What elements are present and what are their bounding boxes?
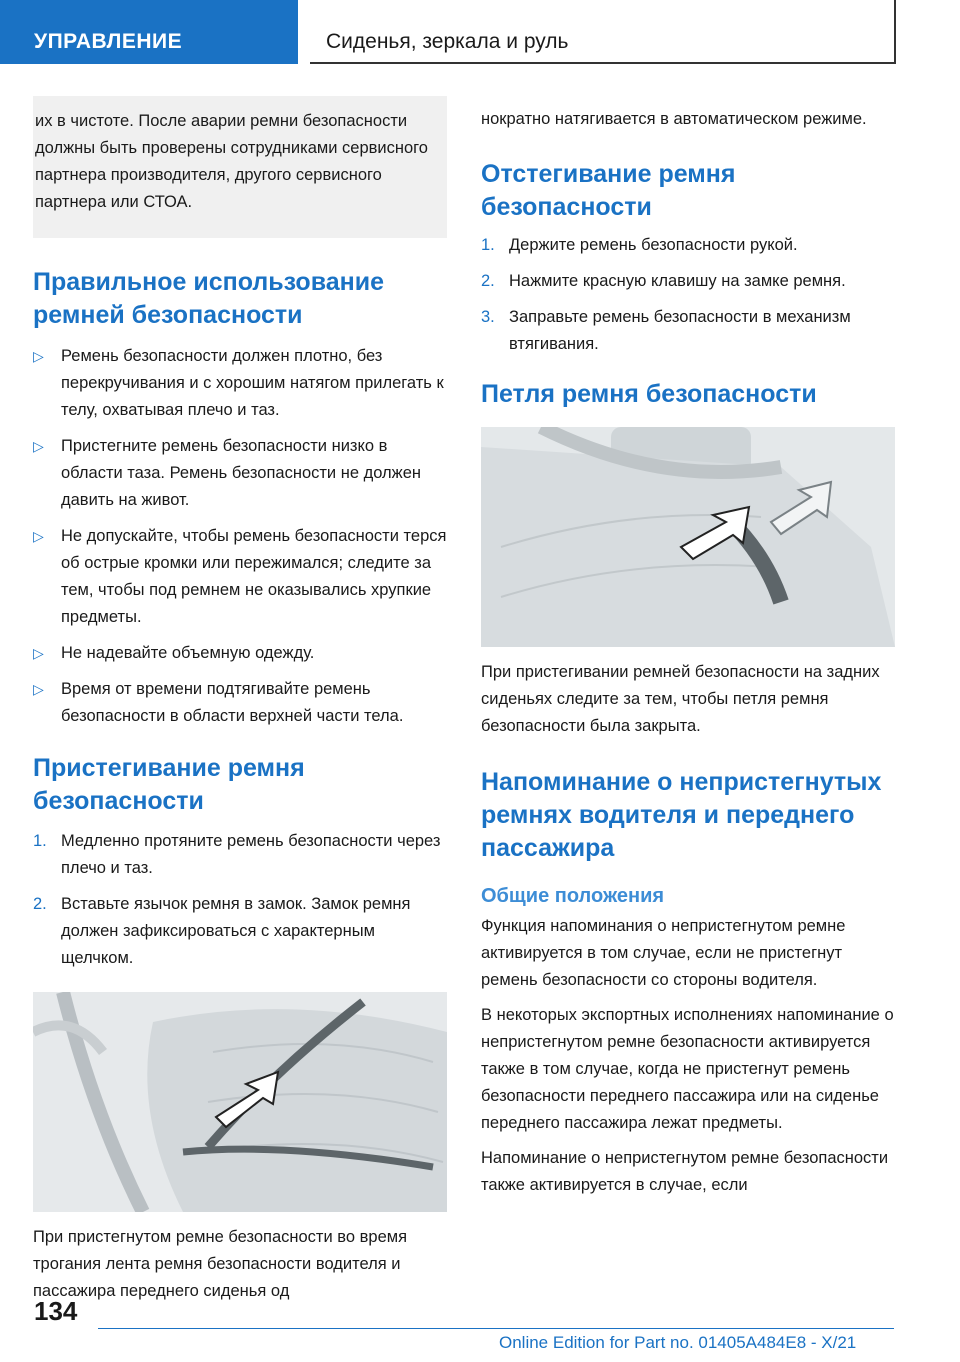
unfasten-steps <box>481 232 895 358</box>
after-figure-text: При пристегнутом ремне безопасности во время трогания лента ремня безопасности водителя и пассажира переднего сиденья од <box>33 1228 408 1300</box>
list-item: 3. Заправьте ремень безопасности в механизм втягивания. <box>481 304 895 358</box>
general-paragraph-1: Функция напоминания о непристегнутом ремне активируется в том случае, если не пристегнут ремень безопасности со стороны водителя. <box>481 917 846 989</box>
figure-belt-loop <box>481 427 895 647</box>
triangle-bullet-icon: ▷ <box>33 681 44 697</box>
edition-text: Online Edition for Part no. 01405A484E8 - X/21 <box>499 1333 857 1352</box>
heading-unfasten: Отстегивание ремня безопасности <box>481 160 736 221</box>
step-number: 1. <box>481 236 495 254</box>
list-item: ▷ Не надевайте объемную одежду. <box>33 640 447 667</box>
heading-fasten: Пристегивание ремня безопасности <box>33 754 305 815</box>
list-item: 2. Нажмите красную клавишу на замке ремня. <box>481 268 895 295</box>
belt-loop-caption: При пристегивании ремней безопасности на задних сиденьях следите за тем, чтобы петля ремня безопасности была закрыта. <box>481 663 880 735</box>
fastened-belt-illustration <box>33 992 447 1212</box>
note-box <box>33 96 447 238</box>
section-tab <box>0 0 298 64</box>
section-title: УПРАВЛЕНИЕ <box>34 30 183 53</box>
step-number: 3. <box>481 308 495 326</box>
note-text: их в чистоте. После аварии ремни безопасности должны быть проверены сотрудниками сервисного партнера производителя, другого сервисного партнера или СТОА. <box>35 112 428 211</box>
heading-correct-use: Правильное использование ремней безопасности <box>33 268 385 329</box>
continuation-text: нократно натягивается в автоматическом режиме. <box>481 110 867 128</box>
fasten-steps <box>33 828 447 972</box>
triangle-bullet-icon: ▷ <box>33 438 44 454</box>
footer-divider <box>98 1328 894 1329</box>
triangle-bullet-icon: ▷ <box>33 348 44 364</box>
list-item: ▷ Время от времени подтягивайте ремень безопасности в области верхней части тела. <box>33 676 447 730</box>
triangle-bullet-icon: ▷ <box>33 528 44 544</box>
list-item: 1. Медленно протяните ремень безопасности через плечо и таз. <box>33 828 447 882</box>
chapter-header <box>310 0 896 64</box>
step-number: 1. <box>33 832 47 850</box>
general-paragraph-3: Напоминание о непристегнутом ремне безопасности также активируется в случае, если <box>481 1149 889 1194</box>
list-item: 2. Вставьте язычок ремня в замок. Замок ремня должен зафиксироваться с характерным щелчком. <box>33 891 447 972</box>
list-item: ▷ Пристегните ремень безопасности низко в области таза. Ремень безопасности не должен давить на живот. <box>33 433 447 514</box>
list-item: ▷ Ремень безопасности должен плотно, без перекручивания и с хорошим натягом прилегать к телу, охватывая плечо и таз. <box>33 343 447 424</box>
heading-general: Общие положения <box>481 885 665 907</box>
list-item: 1. Держите ремень безопасности рукой. <box>481 232 895 259</box>
triangle-bullet-icon: ▷ <box>33 645 44 661</box>
general-paragraph-2: В некоторых экспортных исполнениях напоминание о непристегнутом ремне безопасности активируется также в том случае, когда не пристегнут ремень безопасности переднего пассажира или на сиденье переднего пассажира лежат предметы. <box>481 1006 894 1132</box>
page-number: 134 <box>34 1296 78 1326</box>
step-number: 2. <box>481 272 495 290</box>
heading-reminder: Напоминание о непристегнутых ремнях водителя и переднего пассажира <box>481 768 882 862</box>
correct-use-list <box>33 343 447 730</box>
left-column <box>33 96 447 1305</box>
list-item: ▷ Не допускайте, чтобы ремень безопасности терся об острые кромки или пережимался; следите за тем, чтобы под ремнем не оказывались хрупкие предметы. <box>33 523 447 631</box>
figure-fastened-belt <box>33 992 447 1212</box>
heading-belt-loop: Петля ремня безопасности <box>481 380 817 408</box>
right-column <box>481 96 895 1199</box>
belt-loop-illustration <box>481 427 895 647</box>
chapter-title: Сиденья, зеркала и руль <box>326 30 569 53</box>
step-number: 2. <box>33 895 47 913</box>
